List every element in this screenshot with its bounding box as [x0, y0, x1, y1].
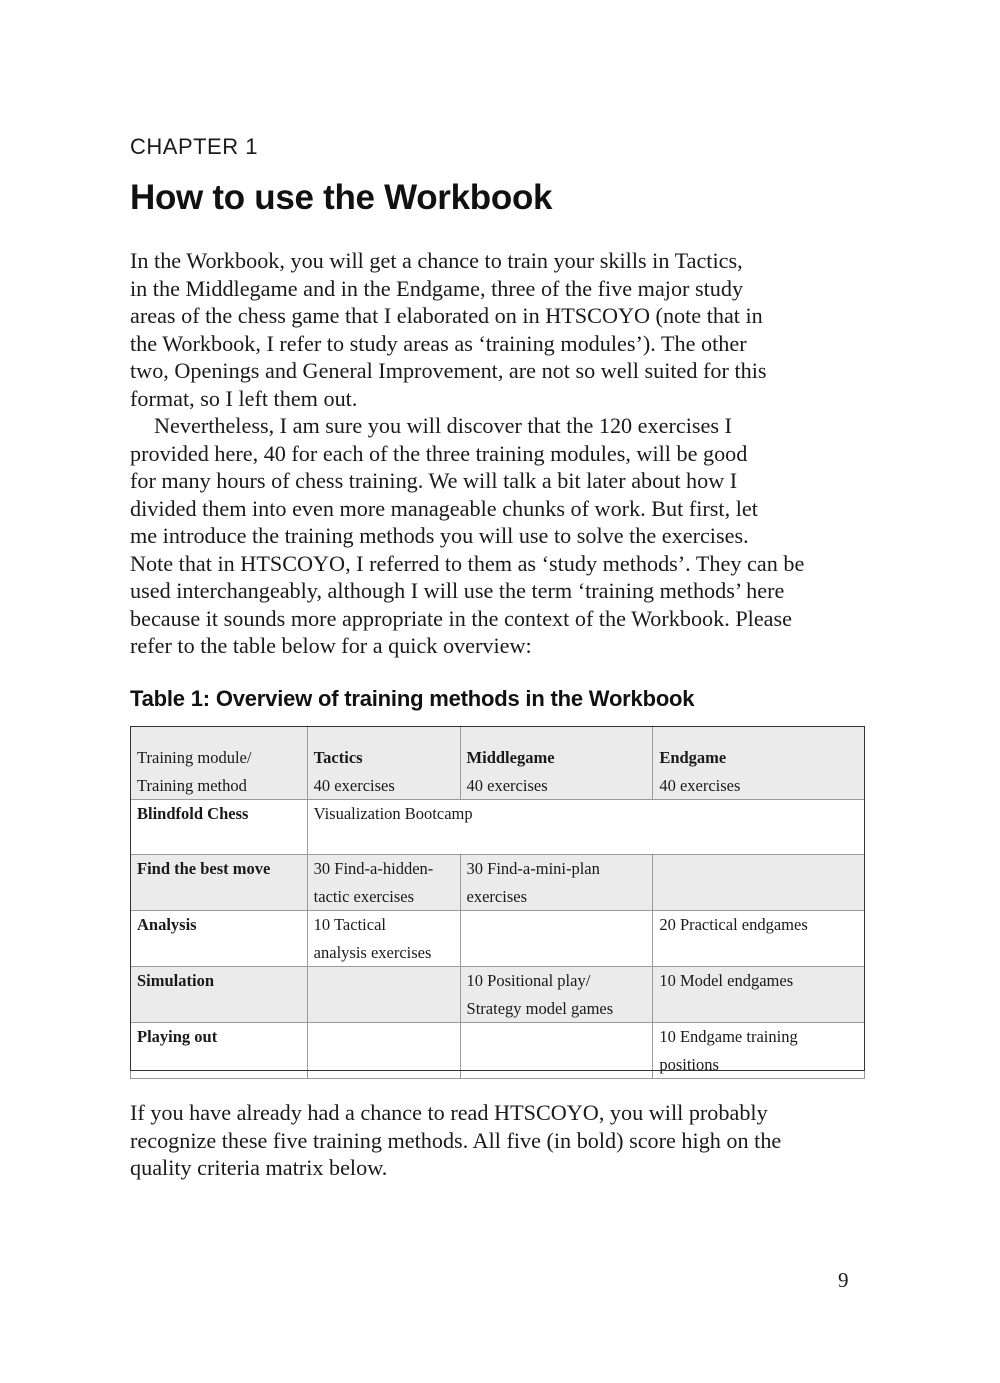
text-line: In the Workbook, you will get a chance to train your skills in Tactics, — [130, 248, 743, 273]
tactics-cell — [307, 1023, 460, 1079]
table-row-playing-out — [131, 1023, 865, 1079]
table-header-row — [131, 727, 865, 800]
text-line: provided here, 40 for each of the three training modules, will be good — [130, 440, 748, 466]
text-line: refer to the table below for a quick overview: — [130, 633, 532, 658]
paragraph-training-methods — [130, 412, 890, 660]
table-row-analysis — [131, 911, 865, 967]
header-endgame-title: Endgame — [659, 748, 727, 767]
endgame-cell — [653, 967, 865, 1023]
header-endgame-cell — [653, 727, 865, 800]
cell-line: 20 Practical endgames — [659, 915, 808, 934]
cell-line: 30 Find-a-mini-plan — [466, 859, 600, 878]
chapter-title: How to use the Workbook — [130, 178, 553, 217]
cell-line: exercises — [466, 886, 527, 906]
training-methods-table — [130, 726, 865, 1079]
text-line: in the Middlegame and in the Endgame, three of the five major study — [130, 275, 744, 301]
text-line: me introduce the training methods you will use to solve the exercises. — [130, 523, 749, 548]
cell-line: analysis exercises — [313, 942, 432, 962]
table-caption: Table 1: Overview of training methods in the Workbook — [130, 686, 695, 711]
header-corner-cell — [131, 727, 308, 800]
cell-line: positions — [659, 1054, 719, 1074]
header-tactics-title: Tactics — [313, 748, 363, 767]
tactics-cell — [307, 911, 460, 967]
text-line: Note that in HTSCOYO, I referred to them as ‘study methods’. They can be — [130, 550, 805, 576]
endgame-cell — [653, 855, 865, 911]
method-cell: Simulation — [131, 967, 308, 1023]
tactics-cell — [307, 855, 460, 911]
text-line: divided them into even more manageable chunks of work. But first, let — [130, 495, 758, 521]
method-cell: Blindfold Chess — [131, 800, 308, 855]
endgame-cell — [653, 1023, 865, 1079]
header-corner-line: Training module/ — [137, 748, 252, 767]
text-line: Nevertheless, I am sure you will discover that the 120 exercises I — [154, 413, 732, 438]
spanning-cell: Visualization Bootcamp — [307, 800, 864, 855]
page-number: 9 — [838, 1268, 849, 1292]
text-line: for many hours of chess training. We will talk a bit later about how I — [130, 468, 738, 493]
cell-line: 10 Positional play/ — [466, 971, 591, 990]
middlegame-cell — [460, 967, 653, 1023]
table-row-simulation — [131, 967, 865, 1023]
middlegame-cell — [460, 911, 653, 967]
header-middlegame-title: Middlegame — [466, 748, 555, 767]
text-line: the Workbook, I refer to study areas as ‘training modules’). The other — [130, 330, 747, 356]
paragraph-conclusion — [130, 1099, 890, 1182]
method-cell: Analysis — [131, 911, 308, 967]
text-line: two, Openings and General Improvement, are not so well suited for this — [130, 358, 767, 383]
text-line: If you have already had a chance to read HTSCOYO, you will probably — [130, 1100, 768, 1125]
header-middlegame-cell — [460, 727, 653, 800]
cell-line: 10 Model endgames — [659, 971, 794, 990]
tactics-cell — [307, 967, 460, 1023]
paragraph-intro — [130, 247, 890, 412]
text-line: quality criteria matrix below. — [130, 1155, 388, 1180]
text-line: areas of the chess game that I elaborated on in HTSCOYO (note that in — [130, 303, 763, 328]
text-line: format, so I left them out. — [130, 385, 358, 411]
header-middlegame-count: 40 exercises — [466, 775, 548, 795]
table-row-blindfold — [131, 800, 865, 855]
cell-line: 10 Endgame training — [659, 1027, 798, 1046]
chapter-label: CHAPTER 1 — [130, 134, 258, 159]
method-cell: Playing out — [131, 1023, 308, 1079]
text-line: used interchangeably, although I will use the term ‘training methods’ here — [130, 578, 785, 603]
cell-line: tactic exercises — [313, 886, 414, 906]
cell-line: 10 Tactical — [313, 915, 386, 934]
cell-line: Strategy model games — [466, 998, 614, 1018]
header-corner-line: Training method — [137, 775, 247, 795]
header-tactics-count: 40 exercises — [313, 775, 395, 795]
middlegame-cell — [460, 855, 653, 911]
header-tactics-cell — [307, 727, 460, 800]
middlegame-cell — [460, 1023, 653, 1079]
header-endgame-count: 40 exercises — [659, 775, 741, 795]
cell-line: 30 Find-a-hidden- — [313, 859, 434, 878]
text-line: because it sounds more appropriate in the context of the Workbook. Please — [130, 605, 793, 631]
method-cell: Find the best move — [131, 855, 308, 911]
text-line: recognize these five training methods. All five (in bold) score high on the — [130, 1127, 782, 1153]
endgame-cell — [653, 911, 865, 967]
table-row-best-move — [131, 855, 865, 911]
